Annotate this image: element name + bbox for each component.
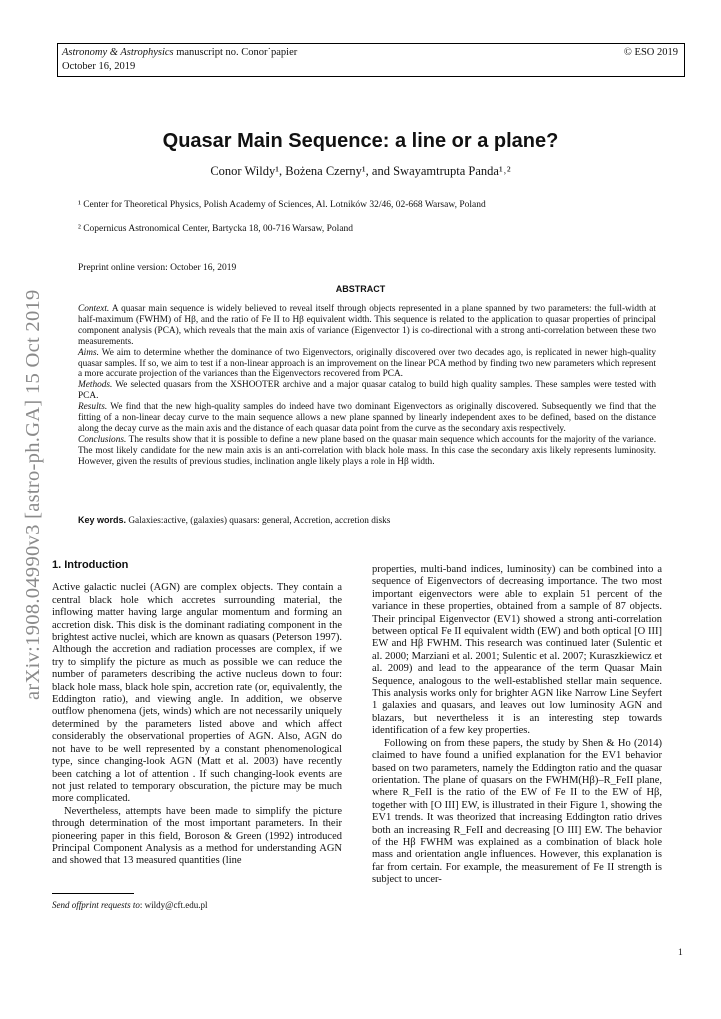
intro-paragraph-2: Nevertheless, attempts have been made to simplify the picture through determination of the most important parameters. In their pioneering paper in this field, Boroson & Green (1992) introduced Principal Component Analysis as a method for understanding AGN and showed that 13 measured quantities (line: [52, 805, 342, 867]
abstract-body: [78, 304, 656, 468]
author-list: Conor Wildy¹, Bożena Czerny¹, and Swayamtrupta Panda¹˒²: [210, 164, 511, 178]
page-number: 1: [678, 948, 683, 958]
abstract-conclusions: [78, 435, 656, 468]
abstract-context: [78, 304, 656, 348]
keywords: [78, 515, 656, 526]
right-column: [372, 564, 662, 887]
arxiv-side-banner: arXiv:1908.04990v3 [astro-ph.GA] 15 Oct 2019: [22, 289, 44, 700]
footnote-rule: [52, 893, 134, 894]
aims-label: Aims.: [78, 347, 99, 358]
results-label: Results.: [78, 402, 108, 413]
intro-paragraph-1: Active galactic nuclei (AGN) are complex objects. They contain a central black hole which accretes surrounding material, the inflowing matter having large angular momentum and forming an accretion disk. This disk is the dominant radiating component in the brightest active nuclei, which are known as quasars (Peterson 1997). Although the accretion and radiation processes are complex, if we try to simplify the picture as much as possible we can reduce the number of parameters describing the active nucleus down to four: black hole mass, black hole spin, accretion rate (or, equivalently, the Eddington ratio), and viewing angle. In addition, we observe outflow phenomena (jets, winds) which are not necessarily uniquely determined by the parameters listed above and which affect considerably the observational properties of AGN. Also, AGN do not have to be well represented by a constant phenomenological type, since changing-look AGN (Matt et al. 2003) have recently been catching a lot of attention . If such changing-look events are not just related to temporary obscuration, the picture may be much more complicated.: [52, 582, 342, 805]
methods-label: Methods.: [78, 380, 113, 391]
abstract-aims: [78, 348, 656, 381]
context-label: Context.: [78, 304, 110, 314]
keywords-label: Key words.: [78, 515, 127, 525]
left-column: [52, 559, 342, 868]
header-date: October 16, 2019: [62, 61, 136, 72]
context-text: A quasar main sequence is widely believed to reveal itself through objects represented in a plane spanned by two parameters: the full-width at half-maximum (FWHM) of Hβ, and the ratio of Fe II to Hβ equivalent width. This sequence is related to the application to quasar properties of principal component analysis (PCA), which reveals that the main axis of variance (Eigenvector 1) is co-directional with a strong anti-correlation between these two measurements.: [78, 304, 656, 347]
conclusions-label: Conclusions.: [78, 434, 127, 445]
copyright: © ESO 2019: [623, 47, 678, 58]
section-heading: 1. Introduction: [52, 559, 129, 571]
aims-text: We aim to determine whether the dominance of two Eigenvectors, originally discovered over two decades ago, is replicated in newer high-quality quasar samples. If so, we aim to test if a non-linear approach is an improvement on the linear PCA method by finding two new parameters which represent a more accurate projection of the variances than the Eigenvectors recovered from PCA.: [78, 347, 657, 380]
right-paragraph-2: Following on from these papers, the study by Shen & Ho (2014) claimed to have found a unified explanation for the EV1 behavior based on two parameters, namely the Eddington ratio and the quasar orientation. The plane of quasars on the FWHM(Hβ)–R_FeII plane, where R_FeII is the ratio of the EW of Fe II to the EW of Hβ, together with [O III] EW, is illustrated in their Figure 1, showing the EV1 trends. It was theorized that increasing Eddington ratio drives both an increasing R_FeII and decreasing [O III] EW. The behavior of the Hβ FWHM was explained as a combination of black hole mass and orientation angle influences. However, this explanation is far from certain. For example, the measurement of Fe II strength is subject to uncer-: [372, 737, 662, 886]
footnote: [52, 900, 207, 910]
affiliation-2: ² Copernicus Astronomical Center, Bartycka 18, 00-716 Warsaw, Poland: [78, 224, 354, 234]
keywords-text: Galaxies:active, (galaxies) quasars: general, Accretion, accretion disks: [128, 516, 391, 526]
manuscript-id: manuscript no. Conor˙papier: [176, 47, 298, 58]
header-box: [57, 43, 685, 77]
journal-name: Astronomy & Astrophysics: [62, 47, 174, 58]
abstract-heading: ABSTRACT: [335, 284, 386, 294]
abstract-results: [78, 402, 656, 435]
footnote-email: : wildy@cft.edu.pl: [139, 900, 208, 910]
paper-title: Quasar Main Sequence: a line or a plane?: [162, 130, 559, 152]
right-paragraph-1: properties, multi-band indices, luminosity) can be combined into a sequence of Eigenvectors of decreasing importance. The two most important eigenvectors were able to explain 51 percent of the variance in these properties, obtained from a sample of 87 objects. Their principal Eigenvector (EV1) showed a strong anti-correlation between optical Fe II equivalent width (EW) and both optical [O III] EW and Hβ FWHM. This research was continued later (Sulentic et al. 2000; Marziani et al. 2001; Sulentic et al. 2007; Kuraszkiewicz et al. 2009) and lead to the appearance of the term Quasar Main Sequence, analogous to the well-established stellar main sequence. This analysis works only for brighter AGN like Narrow Line Seyfert 1 galaxies and quasars, and leaves out low luminosity AGN and blazars, but nevertheless it is an interesting step towards identification of a few key properties.: [372, 564, 662, 737]
affiliation-1: ¹ Center for Theoretical Physics, Polish Academy of Sciences, Al. Lotników 32/46, 02-668 Warsaw, Poland: [78, 200, 486, 210]
conclusions-text: The results show that it is possible to define a new plane based on the quasar main sequence which accounts for the majority of the variance. The most likely candidate for the new main axis is an anti-correlation with black hole mass. In this case the secondary axis likely represents luminosity. However, given the results of previous studies, inclination angle likely plays a role in Hβ width.: [78, 434, 657, 467]
preprint-line: Preprint online version: October 16, 2019: [78, 263, 237, 273]
abstract-methods: [78, 380, 656, 402]
footnote-label: Send offprint requests to: [52, 900, 140, 910]
header-left: [62, 46, 297, 74]
methods-text: We selected quasars from the XSHOOTER archive and a major quasar catalog to build high quality samples. These samples were tested with PCA.: [78, 380, 656, 402]
results-text: We find that the new high-quality samples do indeed have two dominant Eigenvectors as originally discovered. Subsequently we find that the fitting of a non-linear decay curve to the main sequence allows a new plane spanned by linearly independent axes to be defined, based on the distance along the decay curve as the main axis and the distance of each quasar data point from the curve as the secondary axis respectively.: [78, 402, 656, 434]
